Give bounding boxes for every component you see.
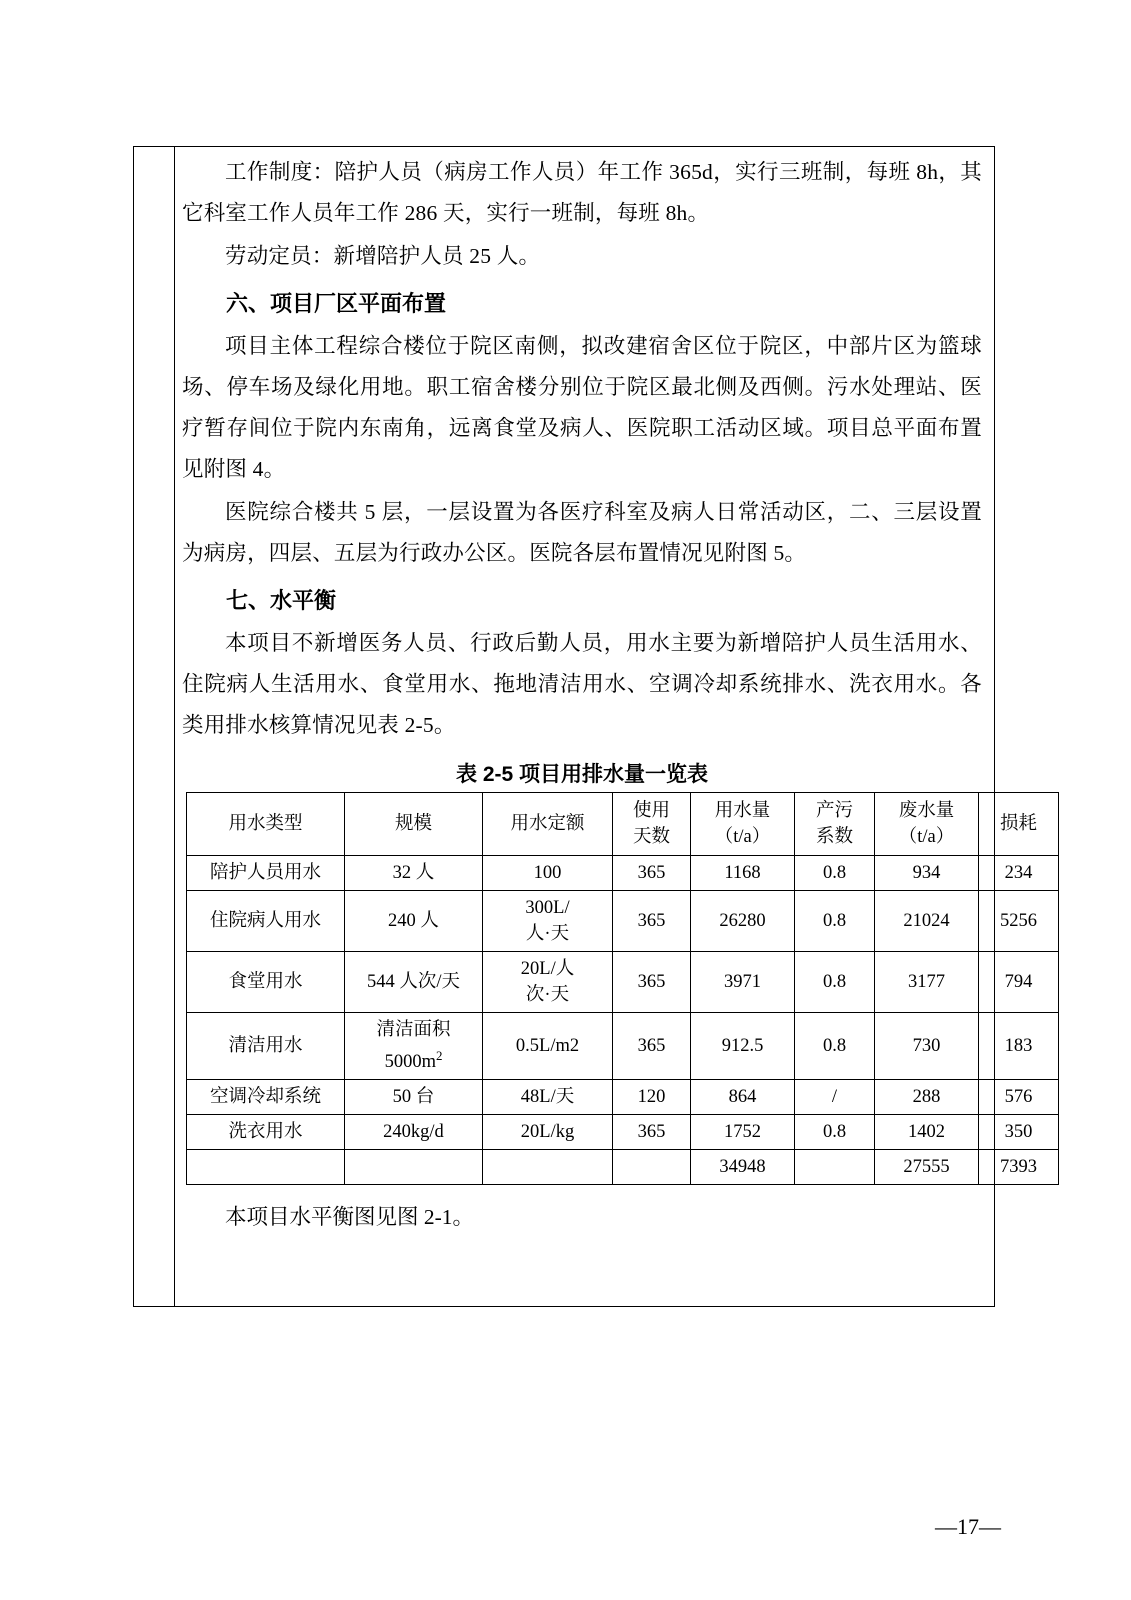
page-content [182, 152, 1037, 1260]
cell-quota: 20L/kg [483, 1115, 613, 1150]
table-header-cell-scale: 规模 [345, 793, 483, 856]
cell-coefficient [795, 1150, 875, 1185]
cell-type: 空调冷却系统 [187, 1080, 345, 1115]
cell-loss: 576 [979, 1080, 1059, 1115]
cell-loss: 5256 [979, 891, 1059, 952]
cell-wastewater: 288 [875, 1080, 979, 1115]
cell-wastewater-total: 27555 [875, 1150, 979, 1185]
table-header-row [187, 793, 1059, 856]
table-header-cell-wastewater: 废水量 （t/a） [875, 793, 979, 856]
table-row [187, 891, 1059, 952]
cell-days: 365 [613, 1115, 691, 1150]
heading-section-six: 六、项目厂区平面布置 [226, 291, 447, 316]
table-row [187, 952, 1059, 1013]
table-caption: 表 2-5 项目用排水量一览表 [455, 763, 709, 786]
cell-coefficient: 0.8 [795, 891, 875, 952]
cell-days: 120 [613, 1080, 691, 1115]
paragraph-site-layout-2: 医院综合楼共 5 层，一层设置为各医疗科室及病人日常活动区，二、三层设置为病房，四层、五层为行政办公区。医院各层布置情况见附图 5。 [182, 500, 982, 565]
cell-type [187, 1150, 345, 1185]
cell-scale: 240kg/d [345, 1115, 483, 1150]
cell-loss: 234 [979, 856, 1059, 891]
cell-loss: 794 [979, 952, 1059, 1013]
page-number: —17— [935, 1514, 1001, 1539]
table-header-cell-days: 使用 天数 [613, 793, 691, 856]
cell-quota: 100 [483, 856, 613, 891]
paragraph-water-balance-figure: 本项目水平衡图见图 2-1。 [225, 1205, 475, 1230]
paragraph-water-balance-intro: 本项目不新增医务人员、行政后勤人员，用水主要为新增陪护人员生活用水、住院病人生活用水、食堂用水、拖地清洁用水、空调冷却系统排水、洗衣用水。各类用排水核算情况见表 2-5。 [182, 631, 982, 737]
page-left-margin-column [133, 146, 175, 1307]
paragraph-site-layout-1: 项目主体工程综合楼位于院区南侧，拟改建宿舍区位于院区，中部片区为篮球场、停车场及绿化用地。职工宿舍楼分别位于院区最北侧及西侧。污水处理站、医疗暂存间位于院内东南角，远离食堂及病人、医院职工活动区域。项目总平面布置见附图 4。 [182, 334, 982, 481]
cell-coefficient: / [795, 1080, 875, 1115]
paragraph-staffing: 劳动定员：新增陪护人员 25 人。 [225, 244, 541, 268]
cell-coefficient: 0.8 [795, 952, 875, 1013]
cell-wastewater: 934 [875, 856, 979, 891]
cell-quota: 20L/人 次·天 [483, 952, 613, 1013]
cell-usage: 1168 [691, 856, 795, 891]
cell-scale: 32 人 [345, 856, 483, 891]
cell-wastewater: 730 [875, 1013, 979, 1080]
cell-days [613, 1150, 691, 1185]
cell-scale-area-value: $5000m^2$ [384, 1048, 443, 1073]
cell-usage: 864 [691, 1080, 795, 1115]
cell-quota: 300L/ 人·天 [483, 891, 613, 952]
cell-scale: 240 人 [345, 891, 483, 952]
cell-quota [483, 1150, 613, 1185]
cell-coefficient: 0.8 [795, 1013, 875, 1080]
table-header-cell-usage: 用水量 （t/a） [691, 793, 795, 856]
cell-loss: 183 [979, 1013, 1059, 1080]
cell-coefficient: 0.8 [795, 856, 875, 891]
cell-coefficient: 0.8 [795, 1115, 875, 1150]
cell-usage: 912.5 [691, 1013, 795, 1080]
cell-loss: 350 [979, 1115, 1059, 1150]
cell-loss-total: 7393 [979, 1150, 1059, 1185]
heading-section-seven: 七、水平衡 [226, 588, 337, 613]
cell-scale: 50 台 [345, 1080, 483, 1115]
cell-usage: 26280 [691, 891, 795, 952]
table-header [187, 793, 1059, 856]
cell-scale: 544 人次/天 [345, 952, 483, 1013]
table-header-cell-type: 用水类型 [187, 793, 345, 856]
cell-usage: 1752 [691, 1115, 795, 1150]
table-header-cell-quota: 用水定额 [483, 793, 613, 856]
cell-days: 365 [613, 1013, 691, 1080]
table-row [187, 1013, 1059, 1080]
table-header-cell-loss: 损耗 [979, 793, 1059, 856]
cell-wastewater: 3177 [875, 952, 979, 1013]
cell-usage-total: 34948 [691, 1150, 795, 1185]
cell-type: 食堂用水 [187, 952, 345, 1013]
table-row [187, 856, 1059, 891]
cell-wastewater: 1402 [875, 1115, 979, 1150]
cell-type: 住院病人用水 [187, 891, 345, 952]
cell-type: 清洁用水 [187, 1013, 345, 1080]
table-row [187, 1080, 1059, 1115]
paragraph-work-schedule: 工作制度：陪护人员（病房工作人员）年工作 365d，实行三班制，每班 8h，其它科室工作人员年工作 286 天，实行一班制，每班 8h。 [182, 160, 982, 225]
table-total-row [187, 1150, 1059, 1185]
cell-usage: 3971 [691, 952, 795, 1013]
water-usage-table [186, 792, 1059, 1185]
table-header-cell-coefficient: 产污 系数 [795, 793, 875, 856]
cell-scale [345, 1150, 483, 1185]
cell-quota: 48L/天 [483, 1080, 613, 1115]
table-row [187, 1115, 1059, 1150]
cell-wastewater: 21024 [875, 891, 979, 952]
table-body [187, 856, 1059, 1185]
cell-days: 365 [613, 891, 691, 952]
cell-days: 365 [613, 856, 691, 891]
cell-quota: 0.5L/m2 [483, 1013, 613, 1080]
cell-days: 365 [613, 952, 691, 1013]
cell-scale: 清洁面积 $5000m^2$ [345, 1013, 483, 1080]
cell-type: 洗衣用水 [187, 1115, 345, 1150]
cell-type: 陪护人员用水 [187, 856, 345, 891]
